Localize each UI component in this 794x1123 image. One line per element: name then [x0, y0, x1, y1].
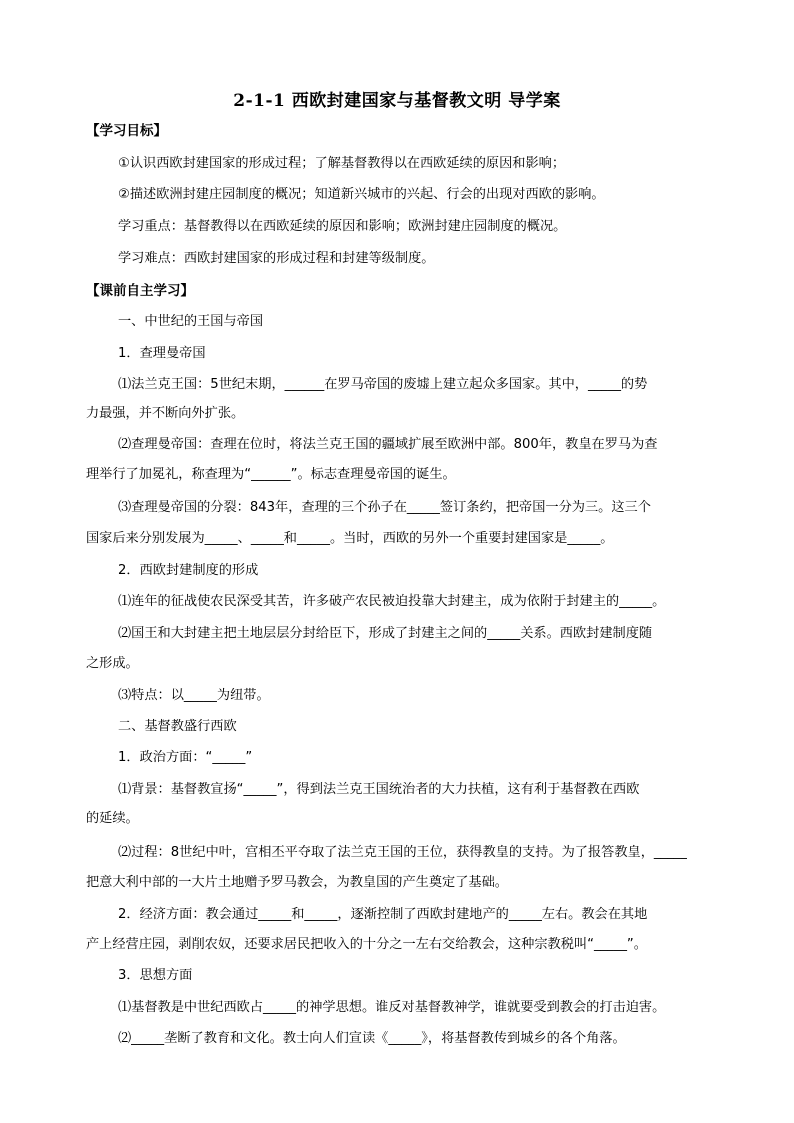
topic-heading: 3．思想方面 — [118, 968, 193, 983]
topic-heading: 2．西欧封建制度的形成 — [118, 563, 259, 578]
paragraph-line: ⑴连年的征战使农民深受其苦，许多破产农民被迫投靠大封建主，成为依附于封建主的_____。 — [118, 594, 666, 609]
paragraph-line: 把意大利中部的一大片土地赠予罗马教会，为教皇国的产生奠定了基础。 — [86, 875, 508, 890]
paragraph-line: ⑴法兰克王国：5世纪末期，______在罗马帝国的废墟上建立起众多国家。其中，_____的势 — [118, 377, 648, 392]
section-heading-learning-goals: 【学习目标】 — [86, 123, 167, 139]
subsection-heading: 一、中世纪的王国与帝国 — [118, 314, 264, 329]
paragraph-line: 的延续。 — [86, 811, 139, 826]
topic-heading: 1．查理曼帝国 — [118, 346, 206, 361]
topic-heading: 1．政治方面：“_____” — [118, 750, 253, 765]
paragraph-line: ⑴基督教是中世纪西欧占_____的神学思想。谁反对基督教神学，谁就要受到教会的打击迫害。 — [118, 1000, 666, 1015]
paragraph-line: ⑵国王和大封建主把土地层层分封给臣下，形成了封建主之间的_____关系。西欧封建制度随 — [118, 626, 653, 641]
paragraph-line: ⑵过程：8世纪中叶，宫相丕平夺取了法兰克王国的王位，获得教皇的支持。为了报答教皇，_____ — [118, 845, 687, 860]
paragraph-line: ⑶特点：以_____为纽带。 — [118, 688, 270, 703]
paragraph-line: ⑴背景：基督教宣扬“_____”，得到法兰克王国统治者的大力扶植，这有利于基督教在西欧 — [118, 782, 640, 797]
paragraph-line: ⑵_____垄断了教育和文化。教士向人们宣读《_____》，将基督教传到城乡的各个角落。 — [118, 1031, 626, 1046]
goal-item: ①认识西欧封建国家的形成过程；了解基督教得以在西欧延续的原因和影响； — [118, 156, 566, 171]
section-heading-self-study: 【课前自主学习】 — [86, 283, 194, 299]
paragraph-line: ⑵查理曼帝国：查理在位时，将法兰克王国的疆域扩展至欧洲中部。800年，教皇在罗马为查 — [118, 437, 658, 452]
key-points-text: 学习重点：基督教得以在西欧延续的原因和影响；欧洲封建庄园制度的概况。 — [118, 219, 567, 234]
paragraph-line: ⑶查理曼帝国的分裂：843年，查理的三个孙子在_____签订条约，把帝国一分为三。这三个 — [118, 500, 651, 515]
paragraph-line: 国家后来分别发展为_____、_____和_____。当时，西欧的另外一个重要封建国家是_____。 — [86, 531, 614, 546]
subsection-heading: 二、基督教盛行西欧 — [118, 719, 237, 734]
paragraph-line: 理举行了加冕礼，称查理为“______”。标志查理曼帝国的诞生。 — [86, 467, 456, 482]
goal-item: ②描述欧洲封建庄园制度的概况；知道新兴城市的兴起、行会的出现对西欧的影响。 — [118, 187, 605, 202]
page-title: 2-1-1 西欧封建国家与基督教文明 导学案 — [233, 91, 561, 111]
paragraph-line: 产上经营庄园，剥削农奴，还要求居民把收入的十分之一左右交给教会，这种宗教税叫“_____”。 — [86, 937, 647, 952]
paragraph-line: 之形成。 — [86, 656, 139, 671]
paragraph-line: 力最强，并不断向外扩张。 — [86, 406, 245, 421]
difficult-points-text: 学习难点：西欧封建国家的形成过程和封建等级制度。 — [118, 251, 435, 266]
paragraph-line: 2．经济方面：教会通过_____和_____，逐渐控制了西欧封建地产的_____左右。教会在其地 — [118, 907, 648, 922]
